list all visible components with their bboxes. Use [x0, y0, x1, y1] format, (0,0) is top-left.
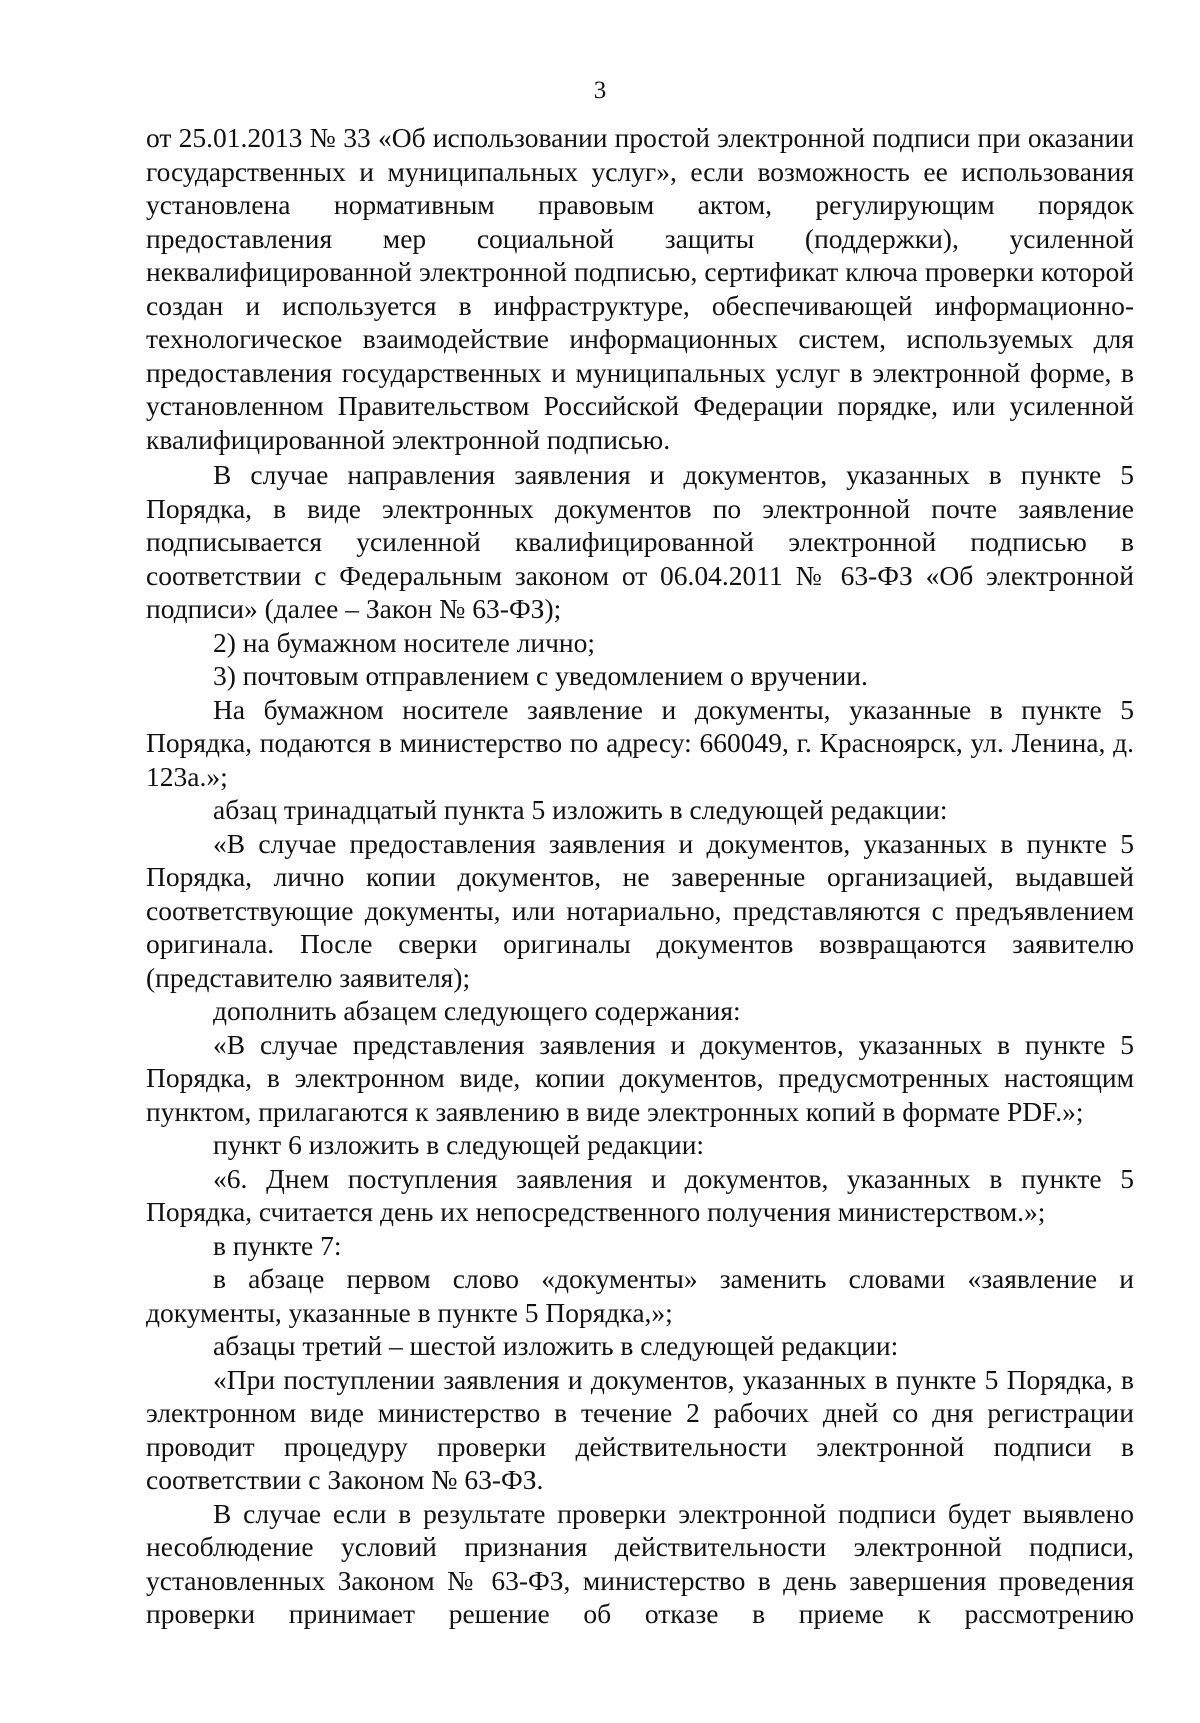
paragraph-amendment-intro-6: пункт 6 изложить в следующей редакции: — [213, 1129, 705, 1160]
paragraph-personal-copies: «В случае предоставления заявления и документов, указанных в пункте 5 Порядка, лично копии документов, не заверенные организацией, выдавшей соответствующие документы, или нотариально, представляются с предъявлением оригинала. После сверки оригиналы документов возвращаются заявителю (представителю заявителя); — [146, 827, 1134, 993]
page-number: 3 — [593, 77, 607, 104]
paragraph-refusal: В случае если в результате проверки электронной подписи будет выявлено несоблюдение условий признания действительности электронной подписи, установленных Законом № 63-ФЗ, министерство в день завершения проведения проверки принимает решение об отказе в приеме к рассмотрению — [146, 1497, 1134, 1629]
paragraph-receipt-day: «6. Днем поступления заявления и документов, указанных в пункте 5 Порядка, считается день их непосредственного получения министерством.»; — [146, 1162, 1134, 1227]
paragraph-signature-check: «При поступлении заявления и документов, указанных в пункте 5 Порядка, в электронном виде министерство в течение 2 рабочих дней со дня регистрации проводит процедуру проверки действительности электронной подписи в соответствии с Законом № 63-ФЗ. — [146, 1363, 1134, 1495]
paragraph-continuation: от 25.01.2013 № 33 «Об использовании простой электронной подписи при оказании государственных и муниципальных услуг», если возможность ее использования установлена нормативным правовым актом, регулирующим порядок предоставления мер социальной защиты (поддержки), усиленной неквалифицированной электронной подписью, сертификат ключа проверки которой создан и используется в инфраструктуре, обеспечивающей информационно-технологическое взаимодействие информационных систем, используемых для предоставления государственных и муниципальных услуг в электронной форме, в установленном Правительством Российской Федерации порядке, или усиленной квалифицированной электронной подписью. — [146, 122, 1134, 455]
paragraph-address: На бумажном носителе заявление и документы, указанные в пункте 5 Порядка, подаются в министерство по адресу: 660049, г. Красноярск, ул. Ленина, д. 123а.»; — [146, 693, 1134, 792]
paragraph-point-7: в пункте 7: — [213, 1229, 342, 1261]
list-item-paper-in-person: 2) на бумажном носителе лично; — [213, 626, 596, 658]
paragraph-electronic-submission: В случае направления заявления и документов, указанных в пункте 5 Порядка, в виде электронных документов по электронной почте заявление подписывается усиленной квалифицированной электронной подписью в соответствии с Федеральным законом от 06.04.2011 № 63-ФЗ «Об электронной подписи» (далее – Закон № 63-ФЗ); — [146, 459, 1134, 624]
paragraph-amendment-intro-3-6: абзацы третий – шестой изложить в следующей редакции: — [213, 1330, 899, 1361]
paragraph-supplement-intro: дополнить абзацем следующего содержания: — [213, 995, 741, 1026]
document-body — [146, 121, 1134, 1631]
paragraph-amendment-intro-5: абзац тринадцатый пункта 5 изложить в следующей редакции: — [213, 794, 948, 825]
paragraph-electronic-copies: «В случае представления заявления и документов, указанных в пункте 5 Порядка, в электронном виде, копии документов, предусмотренных настоящим пунктом, прилагаются к заявлению в виде электронных копий в формате PDF.»; — [146, 1028, 1134, 1127]
list-item-postal: 3) почтовым отправлением с уведомлением о вручении. — [213, 660, 868, 691]
paragraph-replace-word: в абзаце первом слово «документы» заменить словами «заявление и документы, указанные в пункте 5 Порядка,»; — [146, 1263, 1134, 1328]
